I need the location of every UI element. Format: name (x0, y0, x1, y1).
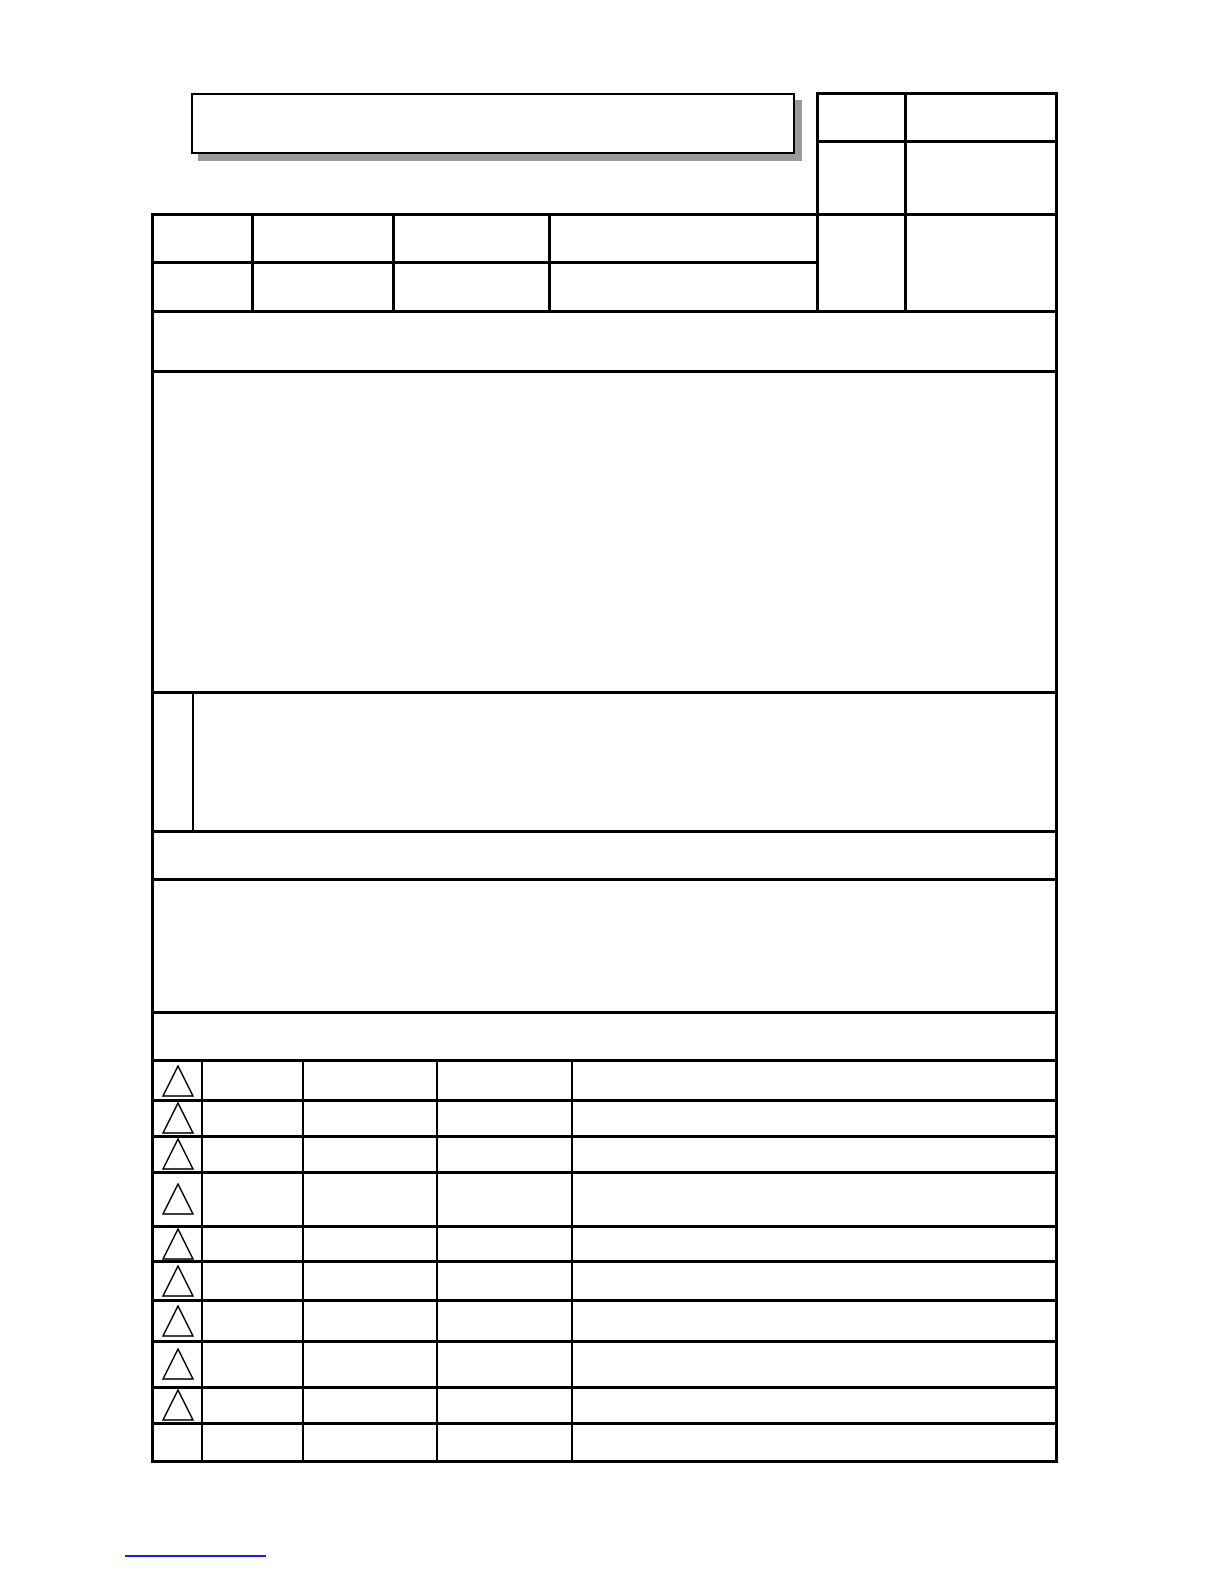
revision-cell-c3 (438, 1262, 571, 1299)
revision-triangle-icon (162, 1183, 194, 1215)
revision-cell-c2 (304, 1137, 436, 1171)
info-value-2 (254, 264, 392, 311)
revision-cell-c2 (304, 1173, 436, 1225)
scope-body (194, 694, 1055, 830)
revision-cell-c3 (438, 1388, 571, 1422)
definitions-heading (154, 833, 1055, 878)
header-page-label (819, 143, 904, 213)
revision-cell-c4 (573, 1342, 1055, 1386)
revision-cell-c2 (304, 1063, 436, 1099)
revision-cell-c2 (304, 1227, 436, 1260)
purpose-heading (154, 313, 1055, 370)
revision-cell-c4 (573, 1388, 1055, 1422)
definitions-body (154, 881, 1055, 1011)
header-rev-label (819, 216, 904, 311)
info-value-1 (154, 264, 251, 311)
revision-cell-c3 (438, 1227, 571, 1260)
footer-link-underline[interactable] (125, 1555, 266, 1557)
info-label-2 (254, 216, 392, 261)
header-code-value (907, 95, 1055, 140)
revision-cell-c4 (573, 1173, 1055, 1225)
revision-cell-c3 (438, 1301, 571, 1340)
table-border-right (1055, 213, 1058, 1463)
revision-cell-c1 (203, 1173, 302, 1225)
revision-triangle-icon (162, 1389, 194, 1421)
revision-cell-c1 (203, 1342, 302, 1386)
revision-cell-c2 (304, 1101, 436, 1135)
revision-cell-c2 (304, 1424, 436, 1459)
revision-cell-c3 (438, 1137, 571, 1171)
revision-cell-c3 (438, 1101, 571, 1135)
revision-triangle-icon (162, 1265, 194, 1297)
header-code-label (819, 95, 904, 140)
info-label-4 (551, 216, 816, 261)
revision-cell-c1 (203, 1101, 302, 1135)
revision-cell-c1 (203, 1262, 302, 1299)
purpose-body (154, 373, 1055, 691)
revision-cell-c3 (438, 1173, 571, 1225)
revision-heading (154, 1014, 1055, 1059)
revision-cell-c3 (438, 1063, 571, 1099)
revision-cell-c2 (304, 1388, 436, 1422)
revision-cell-c1 (203, 1227, 302, 1260)
info-value-3 (395, 264, 548, 311)
revision-cell-c4 (573, 1227, 1055, 1260)
info-label-1 (154, 216, 251, 261)
section-divider-7 (151, 1059, 1058, 1062)
revision-cell-c4 (573, 1424, 1055, 1459)
revision-cell-c3 (438, 1342, 571, 1386)
revision-cell-c3 (438, 1424, 571, 1459)
revision-cell-c2 (304, 1301, 436, 1340)
revision-cell-c1 (203, 1063, 302, 1099)
revision-triangle-icon (162, 1102, 194, 1134)
revision-cell-c1 (203, 1137, 302, 1171)
revision-cell-c4 (573, 1262, 1055, 1299)
revision-triangle-icon (162, 1065, 194, 1097)
revision-cell-c4 (573, 1137, 1055, 1171)
revision-cell-c4 (573, 1301, 1055, 1340)
revision-cell-c1 (203, 1301, 302, 1340)
revision-cell-c4 (573, 1101, 1055, 1135)
revision-triangle-icon (162, 1138, 194, 1170)
revision-triangle-icon (162, 1348, 194, 1380)
revision-cell-c1 (203, 1424, 302, 1459)
scope-side-label (154, 694, 192, 830)
revision-triangle-icon (162, 1228, 194, 1260)
revision-cell-c2 (304, 1342, 436, 1386)
revision-triangle-icon (162, 1305, 194, 1337)
header-rev-value (907, 216, 1055, 311)
revision-cell-c1 (203, 1388, 302, 1422)
document-title (191, 93, 795, 154)
revision-cell-c2 (304, 1262, 436, 1299)
info-value-4 (551, 264, 816, 311)
header-page-value (907, 143, 1055, 213)
info-label-3 (395, 216, 548, 261)
revision-cell-c4 (573, 1063, 1055, 1099)
table-border-bottom (151, 1460, 1058, 1463)
